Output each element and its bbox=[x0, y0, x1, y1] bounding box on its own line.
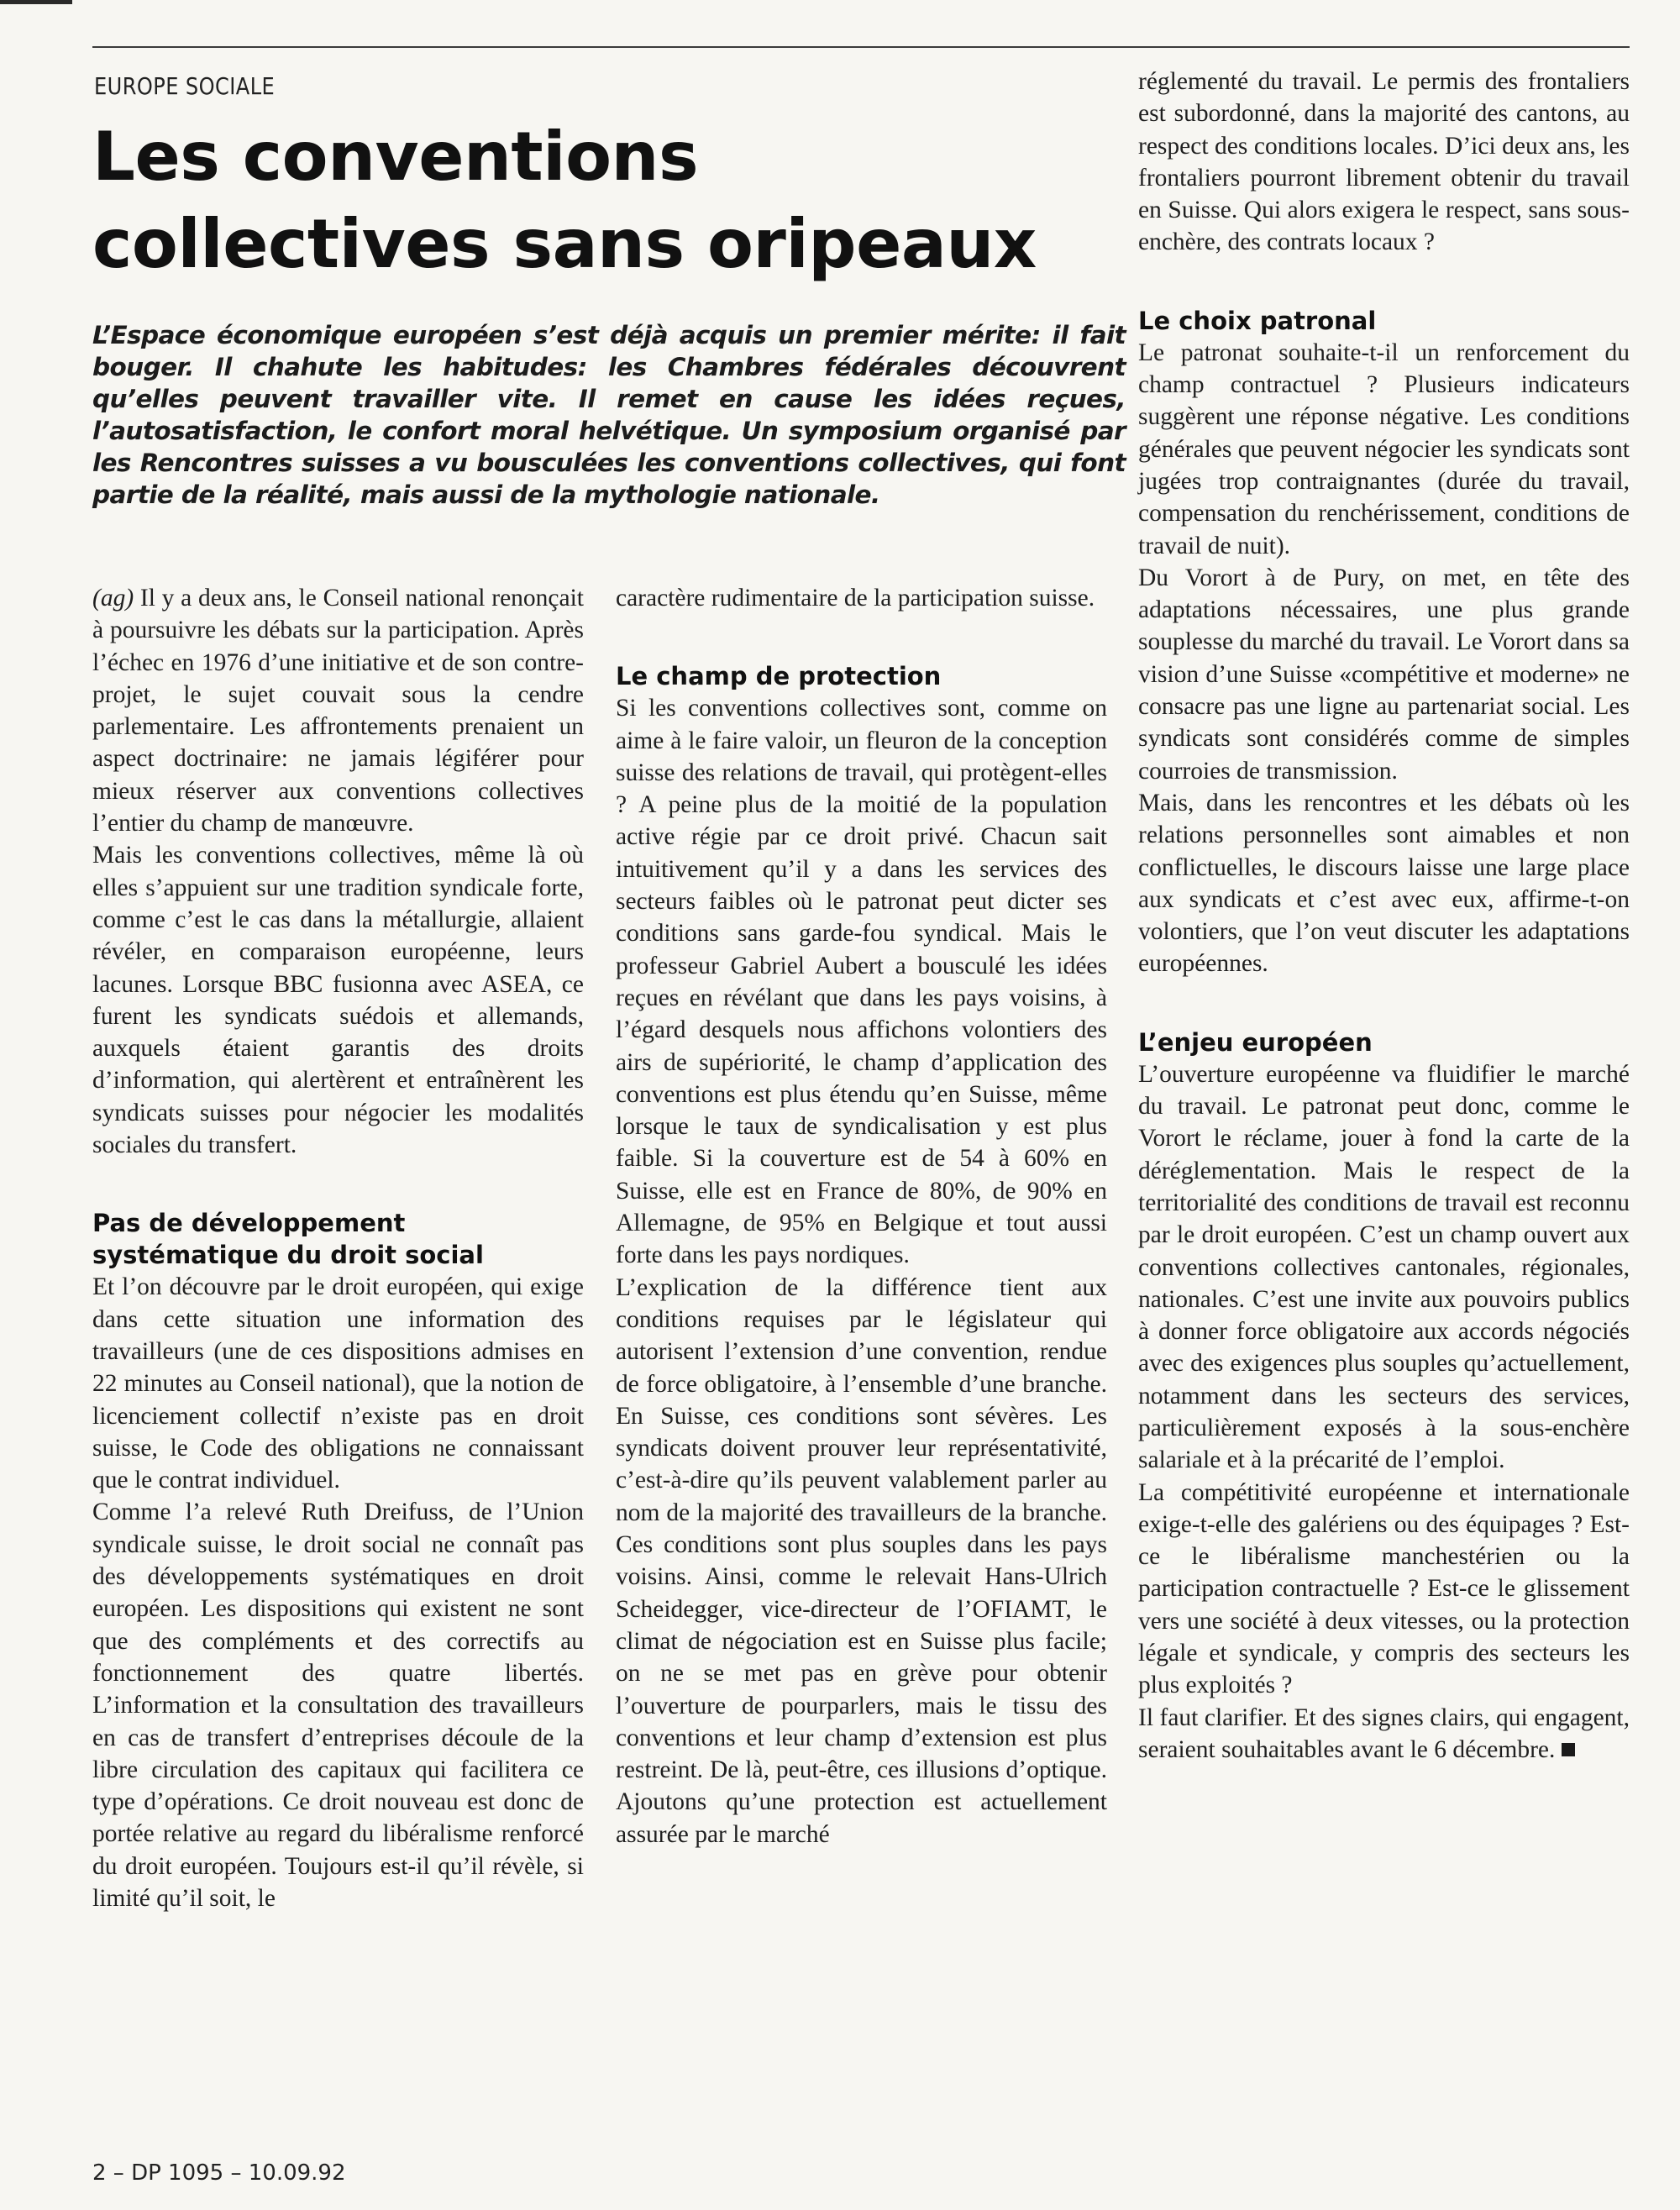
column-1 bbox=[92, 582, 584, 1914]
subheading: Pas de développement systématique du droit social bbox=[92, 1209, 484, 1270]
subheading: Le choix patronal bbox=[1138, 306, 1377, 335]
column-3 bbox=[1138, 66, 1630, 1766]
subheading: Le champ de protection bbox=[616, 662, 942, 691]
subheading: L’enjeu européen bbox=[1138, 1027, 1373, 1057]
top-rule bbox=[92, 46, 1630, 48]
paragraph: Comme l’a relevé Ruth Dreifuss, de l’Union syndicale suisse, le droit social ne connaît pas des développements systématiques en droit européen. Les dispositions qui existent ne sont que des compléments et des correctifs au fonctionnement des quatre libertés. L’information et la consultation des travailleurs en cas de transfert d’entreprises découle de la libre circulation des capitaux qui facilitera ce type d’opérations. Ce droit nouveau est donc de portée relative au regard du libéralisme renforcé du droit européen. Toujours est-il qu’il révèle, si limité qu’il soit, le bbox=[92, 1499, 584, 1912]
top-corner-mark bbox=[0, 0, 72, 4]
paragraph: L’explication de la différence tient aux conditions requises par le législateur qui autorisent l’extension d’une convention, rendue de force obligatoire, à l’ensemble d’une branche. En Suisse, ces conditions sont sévères. Les syndicats doivent prouver leur représentativité, c’est-à-dire qu’ils peuvent valablement parler au nom de la majorité des travailleurs de la branche. Ces conditions sont plus souples dans les pays voisins. Ainsi, comme le relevait Hans-Ulrich Scheidegger, vice-directeur de l’OFIAMT, le climat de négociation est en Suisse plus facile; on ne se met pas en grève pour obtenir l’ouverture de pourparlers, mais le tissu des conventions et leur champ d’extension est plus restreint. De là, peut-être, ces illusions d’optique. Ajoutons qu’une protection est actuellement assurée par le marché bbox=[616, 1273, 1107, 1848]
column-2 bbox=[616, 582, 1107, 1850]
lede: L’Espace économique européen s’est déjà acquis un premier mérite: il fait bouger. Il chahute les habitudes: les Chambres fédérales découvrent qu’elles peuvent travailler vite. Il remet en cause les idées reçues, l’autosatisfaction, le confort moral helvétique. Un symposium organisé par les Rencontres suisses a vu bousculées les conventions collectives, qui font partie de la réalité, mais aussi de la mythologie nationale. bbox=[92, 321, 1126, 509]
end-of-article-mark bbox=[1562, 1743, 1575, 1756]
paragraph: Et l’on découvre par le droit européen, qui exige dans cette situation une information des travailleurs (une de ces dispositions admises en 22 minutes au Conseil national), que la notion de licenciement collectif n’existe pas en droit suisse, le Code des obligations ne connaissant que le contrat individuel. bbox=[92, 1273, 584, 1494]
byline: (ag) bbox=[92, 585, 134, 612]
paragraph: Mais, dans les rencontres et les débats où les relations personnelles sont aimables et non conflictuelles, le discours laisse une large place aux syndicats et c’est avec eux, affirme-t-on volontiers, que l’on veut discuter les adaptations européennes. bbox=[1138, 789, 1630, 978]
paragraph: caractère rudimentaire de la participation suisse. bbox=[616, 585, 1095, 612]
paragraph: Il faut clarifier. Et des signes clairs, qui engagent, seraient souhaitables avant le 6 décembre. bbox=[1138, 1703, 1630, 1763]
page-footer: 2 – DP 1095 – 10.09.92 bbox=[92, 2160, 346, 2186]
headline: Les conventions collectives sans oripeaux bbox=[92, 118, 1037, 283]
section-rubric: EUROPE SOCIALE bbox=[94, 72, 276, 100]
paragraph: Le patronat souhaite-t-il un renforcement du champ contractuel ? Plusieurs indicateurs suggèrent une réponse négative. Les conditions générales que peuvent négocier les syndicats sont jugées trop contraignantes (durée du travail, compensation du renchérissement, conditions de travail de nuit). bbox=[1138, 339, 1630, 559]
paragraph: (ag) Il y a deux ans, le Conseil national renonçait à poursuivre les débats sur la participation. Après l’échec en 1976 d’une initiative et de son contre-projet, le sujet couvait sous la cendre parlementaire. Les affrontements prenaient un aspect doctrinaire: ne jamais légiférer pour mieux réserver aux conventions collectives l’entier du champ de manœuvre. bbox=[92, 585, 585, 837]
paragraph: L’ouverture européenne va fluidifier le marché du travail. Le patronat peut donc, comme le Vorort le réclame, jouer à fond la carte de la déréglementation. Mais le respect de la territorialité des conditions de travail est reconnu par le droit européen. C’est un champ ouvert aux conventions collectives cantonales, régionales, nationales. C’est une invite aux pouvoirs publics à donner force obligatoire aux accords négociés avec des exigences plus souples qu’actuellement, notamment dans les secteurs des services, particulièrement exposés à la sous-enchère salariale et à la précarité de l’emploi. bbox=[1138, 1060, 1630, 1474]
paragraph: Du Vorort à de Pury, on met, en tête des adaptations nécessaires, une plus grande souplesse du marché du travail. Le Vorort dans sa vision d’une Suisse «compétitive et moderne» ne consacre pas une ligne au partenariat social. Les syndicats sont considérés comme de simples courroies de transmission. bbox=[1138, 564, 1630, 785]
paragraph: réglementé du travail. Le permis des frontaliers est subordonné, dans la majorité des cantons, au respect des conditions locales. D’ici deux ans, les frontaliers pourront librement obtenir du travail en Suisse. Qui alors exigera le respect, sans sous-enchère, des contrats locaux ? bbox=[1138, 68, 1630, 256]
paragraph: Mais les conventions collectives, même là où elles s’appuient sur une tradition syndicale forte, comme c’est le cas dans la métallurgie, allaient révéler, en comparaison européenne, leurs lacunes. Lorsque BBC fusionna avec ASEA, ce furent les syndicats suédois et allemands, auxquels étaient garantis des droits d’information, qui alertèrent et entraînèrent les syndicats suisses pour négocier les modalités sociales du transfert. bbox=[92, 842, 584, 1159]
paragraph: Si les conventions collectives sont, comme on aime à le faire valoir, un fleuron de la conception suisse des relations de travail, qui protègent-elles ? A peine plus de la moitié de la population active régie par ce droit privé. Chacun sait intuitivement qu’il y a dans les services des secteurs faibles où le patronat peut dicter ses conditions sans garde-fou syndical. Mais le professeur Gabriel Aubert a bousculé les idées reçues en révélant que dans les pays voisins, à l’égard desquels nous affichons volontiers des airs de supériorité, le champ d’application des conventions est plus étendu qu’en Suisse, même lorsque le taux de syndicalisation y est plus faible. Si la couverture est de 54 à 60% en Suisse, elle est en France de 80%, de 90% en Allemagne, de 95% en Belgique et tout aussi forte dans les pays nordiques. bbox=[616, 695, 1107, 1269]
paragraph: La compétitivité européenne et internationale exige-t-elle des galériens ou des équipages ? Est-ce le libéralisme manchestérien ou la participation contractuelle ? Est-ce le glissement vers une société à deux vitesses, ou la protection légale et syndicale, y compris des secteurs les plus exploités ? bbox=[1138, 1478, 1630, 1699]
